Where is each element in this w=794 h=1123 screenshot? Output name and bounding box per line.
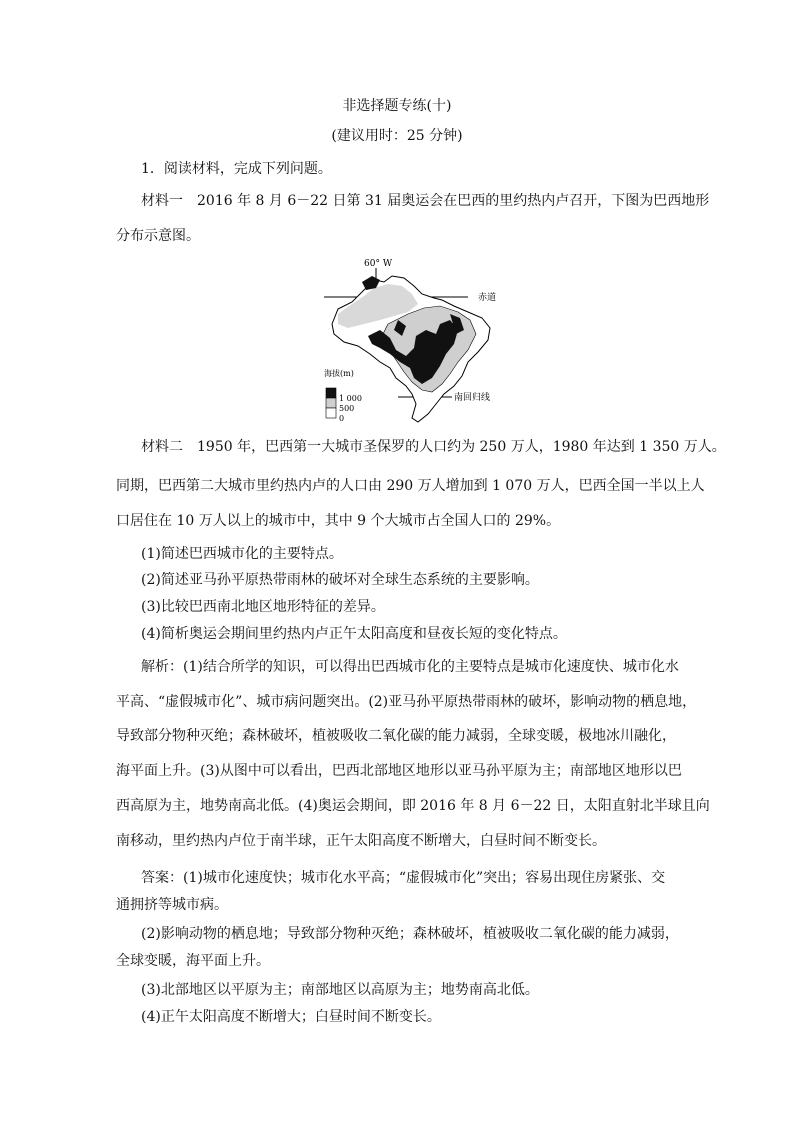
material2-line1: 材料二 1950 年，巴西第一大城市圣保罗的人口约为 250 万人，1980 年达到 1 350 万人。 [141, 439, 726, 455]
answer-line-6: (4)正午太阳高度不断增大；白昼时间不断变长。 [141, 1009, 441, 1025]
tropic-label: 南回归线 [454, 393, 491, 403]
subquestion-1: (1)简述巴西城市化的主要特点。 [141, 546, 343, 562]
legend-swatch-mid [326, 398, 336, 408]
material2-line2: 同期，巴西第二大城市里约热内卢的人口由 290 万人增加到 1 070 万人，巴西全国一半以上人 [116, 478, 705, 494]
answer-line-1: 答案：(1)城市化速度快；城市化水平高；“虚假城市化”突出；容易出现住房紧张、交 [141, 870, 666, 886]
answer-line-2: 通拥挤等城市病。 [116, 897, 228, 913]
answer-line-4: 全球变暖，海平面上升。 [116, 953, 270, 969]
analysis-line-4: 海平面上升。(3)从图中可以看出，巴西北部地区地形以亚马孙平原为主；南部地区地形以巴 [116, 763, 682, 779]
legend-value-0: 0 [339, 414, 345, 423]
material2-line3: 口居住在 10 万人以上的城市中，其中 9 个大城市占全国人口的 29%。 [116, 513, 561, 529]
analysis-line-5: 西高原为主，地势南高北低。(4)奥运会期间，即 2016 年 8 月 6－22 日，太阳直射北半球且向 [116, 798, 710, 814]
legend-swatch-low [326, 408, 336, 418]
legend-swatch-high [326, 388, 336, 398]
material1-line2: 分布示意图。 [116, 228, 200, 244]
page-subtitle: (建议用时：25 分钟) [331, 128, 463, 144]
analysis-line-3: 导致部分物种灭绝；森林破坏，植被吸收二氧化碳的能力减弱，全球变暖，极地冰川融化， [116, 728, 676, 744]
equator-label: 赤道 [478, 293, 497, 303]
subquestion-2: (2)简述亚马孙平原热带雨林的破坏对全球生态系统的主要影响。 [141, 572, 539, 588]
brazil-terrain-map [318, 254, 518, 430]
question-intro: 1．阅读材料，完成下列问题。 [141, 161, 332, 177]
legend-value-500: 500 [339, 404, 355, 413]
analysis-line-1: 解析：(1)结合所学的知识，可以得出巴西城市化的主要特点是城市化速度快、城市化水 [141, 659, 679, 675]
answer-line-5: (3)北部地区以平原为主；南部地区以高原为主；地势南高北低。 [141, 982, 539, 998]
legend-value-1000: 1 000 [339, 394, 362, 403]
analysis-line-2: 平高、“虚假城市化”、城市病问题突出。(2)亚马孙平原热带雨林的破坏，影响动物的栖息地， [116, 694, 697, 710]
subquestion-3: (3)比较巴西南北地区地形特征的差异。 [141, 599, 385, 615]
answer-line-3: (2)影响动物的栖息地；导致部分物种灭绝；森林破坏，植被吸收二氧化碳的能力减弱， [141, 926, 679, 942]
subquestion-4: (4)简析奥运会期间里约热内卢正午太阳高度和昼夜长短的变化特点。 [141, 626, 567, 642]
meridian-label: 60° W [364, 259, 393, 269]
material1-line1: 材料一 2016 年 8 月 6－22 日第 31 届奥运会在巴西的里约热内卢召开，下图为巴西地形 [141, 193, 710, 209]
analysis-line-6: 南移动，里约热内卢位于南半球，正午太阳高度不断增大，白昼时间不断变长。 [116, 833, 606, 849]
legend-title: 海拔(m) [324, 369, 354, 378]
page-title: 非选择题专练(十) [342, 98, 452, 114]
